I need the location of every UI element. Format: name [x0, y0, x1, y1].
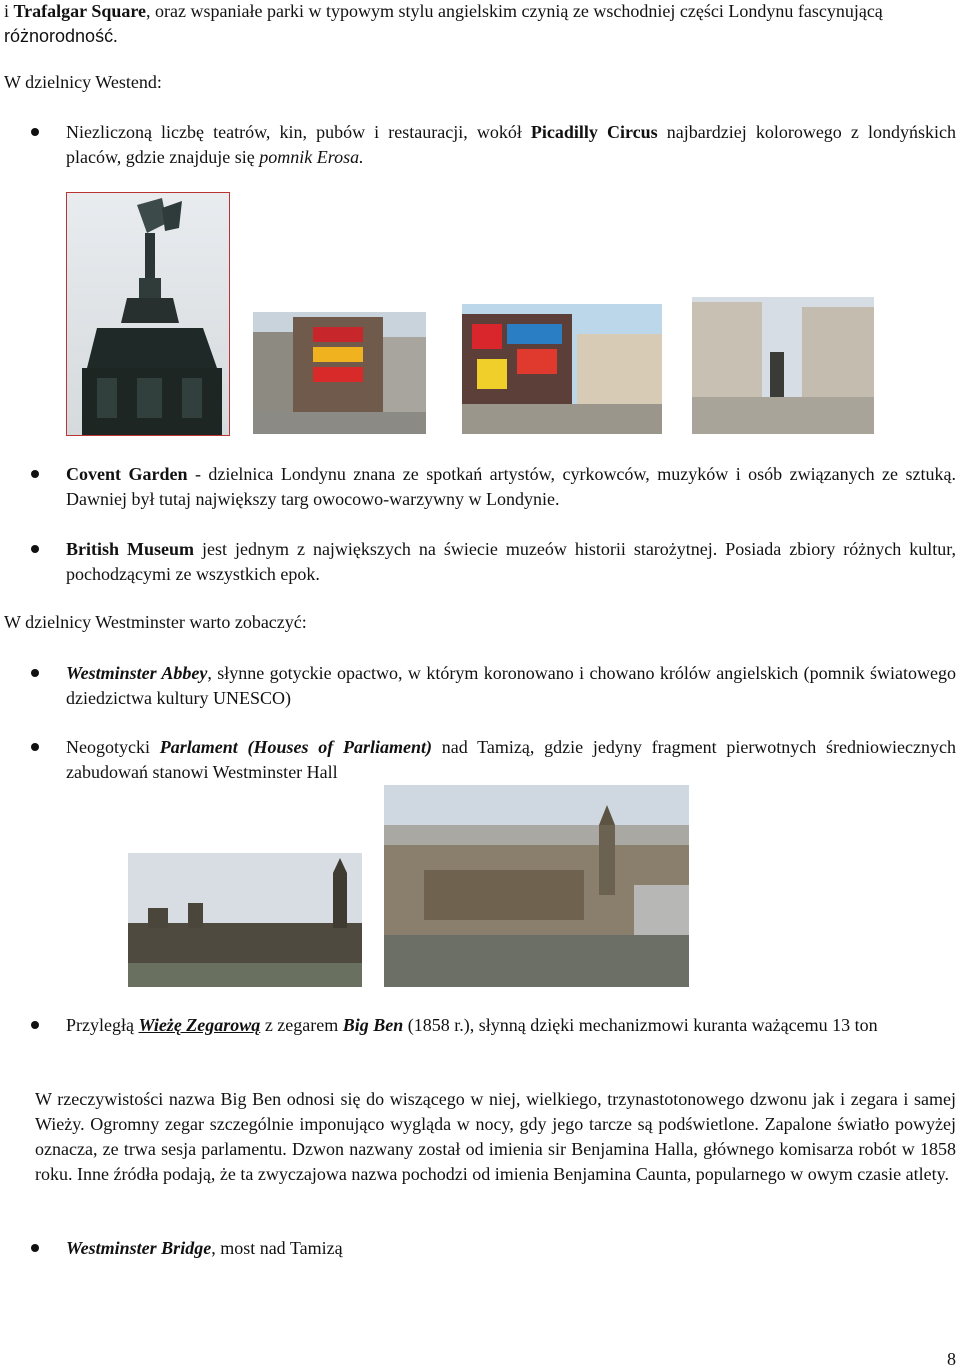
bullet-text-part: najbardziej kolorowego z londyńskich placów, gdzie znajduje się: [66, 122, 956, 167]
trafalgar-square-bold: Trafalgar Square: [13, 1, 147, 21]
bullet-covent-garden: [66, 462, 956, 512]
intro-text: i: [4, 1, 14, 21]
bullet-text-part: Przyległą: [66, 1015, 139, 1035]
bullet-dot: [31, 669, 39, 677]
bullet-parliament: [66, 735, 956, 785]
bullet-text-part: , most nad Tamizą: [211, 1238, 343, 1258]
bullet-text-part: Niezliczoną liczbę teatrów, kin, pubów i restauracji, wokół: [66, 122, 531, 142]
westend-heading: W dzielnicy Westend:: [4, 72, 162, 92]
photo-picadilly-circus: [462, 304, 662, 434]
westminster-heading: W dzielnicy Westminster warto zobaczyć:: [4, 612, 307, 632]
bullet-text-part: (1858 r.), słynną dzięki mechanizmowi kuranta ważącemu 13 ton: [403, 1015, 878, 1035]
bullet-text-part: , słynne gotyckie opactwo, w którym koronowano i chowano królów angielskich (pomnik światowego dziedzictwa kultury UNESCO): [66, 663, 956, 708]
bullet-dot: [31, 545, 39, 553]
photo-parliament-river: [128, 853, 362, 987]
bullet-text-part: nad Tamizą, gdzie jedyny fragment pierwotnych średniowiecznych zabudowań stanowi Westminster Hall: [66, 737, 957, 782]
photo-parliament-aerial: [384, 785, 689, 987]
bullet-dot: [31, 1244, 39, 1252]
photo-picadilly-square: [692, 297, 874, 434]
bullet-british-museum: [66, 537, 956, 587]
bullet-westminster-bridge: [66, 1236, 956, 1261]
westminster-abbey-bold-italic: Westminster Abbey: [66, 663, 208, 683]
picadilly-circus-bold: Picadilly Circus: [530, 122, 658, 142]
bullet-text-part: - dzielnica Londynu znana ze spotkań artystów, cyrkowców, muzyków i osób związanych ze sztuką. Dawniej był tutaj największy targ owocowo-warzywny w Londynie.: [66, 464, 956, 509]
intro-paragraph: [4, 0, 956, 49]
intro-text-4: .: [113, 26, 118, 46]
westminster-bridge-bold-italic: Westminster Bridge: [66, 1238, 212, 1258]
bullet-picadilly: [66, 120, 956, 170]
intro-text-3: różnorodność: [4, 26, 114, 46]
parlament-bold-italic: Parlament (Houses of Parliament): [159, 737, 432, 757]
bullet-westminster-abbey: [66, 661, 956, 711]
bullet-dot: [31, 1021, 39, 1029]
page-number: 8: [947, 1349, 956, 1369]
covent-garden-bold: Covent Garden: [66, 464, 188, 484]
pomnik-erosa-italic: pomnik Erosa.: [259, 147, 364, 167]
british-museum-bold: British Museum: [66, 539, 194, 559]
big-ben-paragraph: W rzeczywistości nazwa Big Ben odnosi się do wiszącego w niej, wielkiego, trzynastotonowego dzwonu jak i zegara i samej Wieży. Ogromny zegar szczególnie imponująco wygląda w nocy, gdy jego tarcze są podświetlone. Zapalone światło powyżej oznacza, ze trwa sesja parlamentu. Dzwon nazwany został od imienia sir Benjamina Halla, głównego komisarza robót w 1858 roku. Inne źródła podają, że ta zwyczajowa nazwa pochodzi od imienia Benjamina Caunta, popularnego w owym czasie atlety.: [35, 1089, 956, 1184]
intro-text-2: , oraz wspaniałe parki w typowym stylu angielskim czynią ze wschodniej części Londynu fascynującą: [146, 1, 883, 21]
bullet-text-part: z zegarem: [260, 1015, 343, 1035]
bullet-text-part: Neogotycki: [66, 737, 160, 757]
wieze-zegarowa-bold-italic: Wieżę Zegarową: [138, 1015, 261, 1035]
photo-picadilly-signs: [253, 312, 426, 434]
bullet-dot: [31, 128, 39, 136]
bullet-clock-tower: [66, 1013, 956, 1038]
big-ben-bold-italic: Big Ben: [342, 1015, 404, 1035]
bullet-dot: [31, 743, 39, 751]
bullet-dot: [31, 470, 39, 478]
photo-eros-statue: [66, 192, 230, 436]
bullet-text-part: jest jednym z największych na świecie muzeów historii starożytnej. Posiada zbiory różnych kultur, pochodzącymi ze wszystkich epok.: [66, 539, 956, 584]
